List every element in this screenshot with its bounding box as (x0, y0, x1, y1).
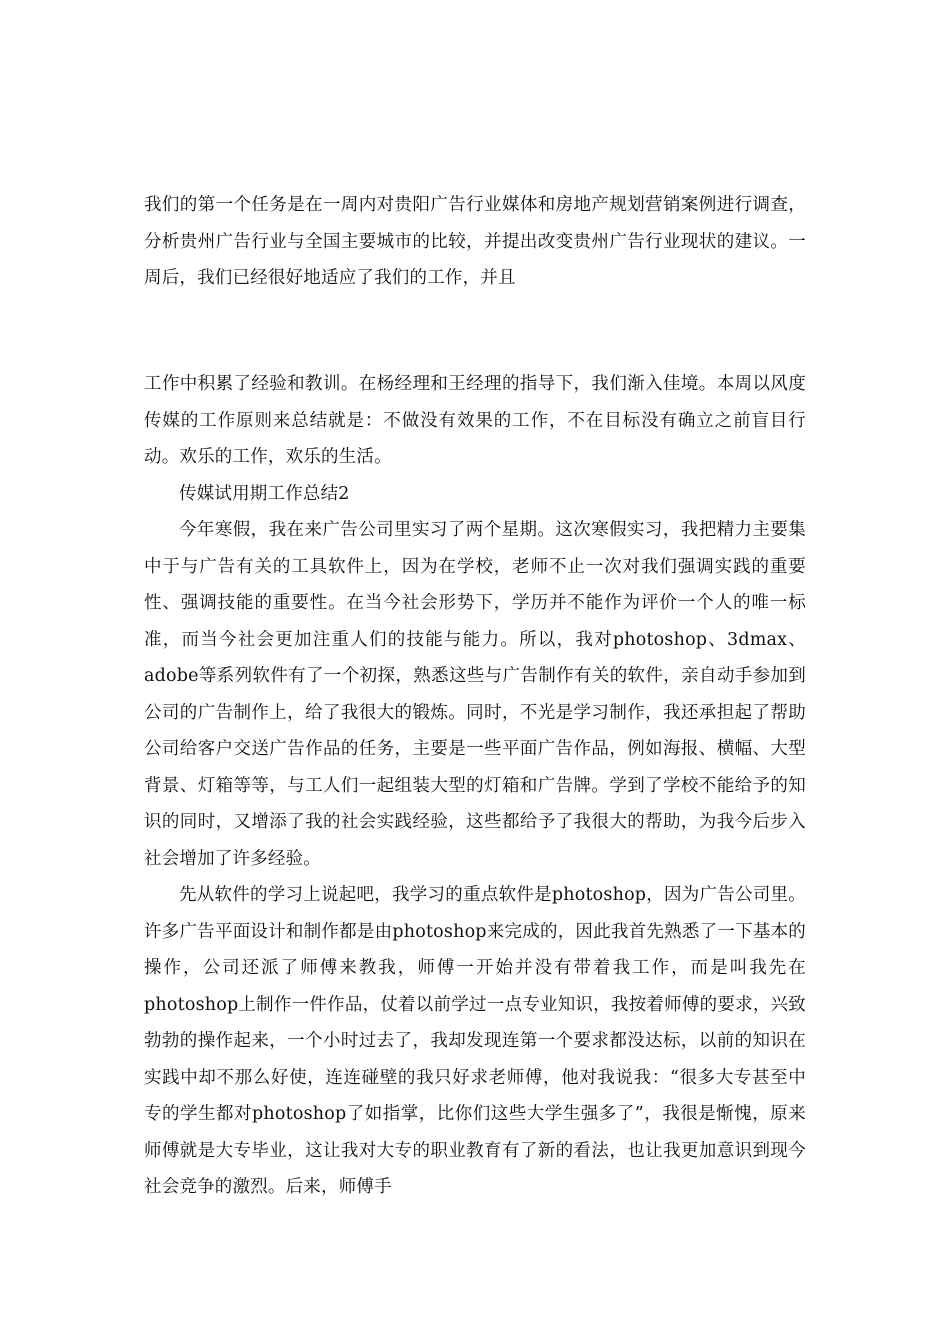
section-heading: 传媒试用期工作总结2 (179, 483, 350, 504)
text-block-main (144, 366, 806, 1206)
paragraph-3: 先从软件的学习上说起吧，我学习的重点软件是photoshop，因为广告公司里。许多广告平面设计和制作都是由photoshop来完成的，因此我首先熟悉了一下基本的操作，公司还派了师傅来教我，师傅一开始并没有带着我工作，而是叫我先在photoshop上制作一件作品，仗着以前学过一点专业知识，我按着师傅的要求，兴致勃勃的操作起来，一个小时过去了，我却发现连第一个要求都没达标，以前的知识在实践中却不那么好使，连连碰壁的我只好求老师傅，他对我说我：“很多大专甚至中专的学生都对photoshop了如指掌，比你们这些大学生强多了”，我很是惭愧，原来师傅就是大专毕业，这让我对大专的职业教育有了新的看法，也让我更加意识到现今社会竞争的激烈。后来，师傅手 (144, 885, 806, 1197)
text-block-top (144, 187, 806, 297)
paragraph-2: 今年寒假，我在来广告公司里实习了两个星期。这次寒假实习，我把精力主要集中于与广告有关的工具软件上，因为在学校，老师不止一次对我们强调实践的重要性、强调技能的重要性。在当今社会形势下，学历并不能作为评价一个人的唯一标准，而当今社会更加注重人们的技能与能力。所以，我对photoshop、3dmax、adobe等系列软件有了一个初探，熟悉这些与广告制作有关的软件，亲自动手参加到公司的广告制作上，给了我很大的锻炼。同时，不光是学习制作，我还承担起了帮助公司给客户交送广告作品的任务，主要是一些平面广告作品，例如海报、横幅、大型背景、灯箱等等，与工人们一起组装大型的灯箱和广告牌。学到了学校不能给予的知识的同时，又增添了我的社会实践经验，这些都给予了我很大的帮助，为我今后步入社会增加了许多经验。 (144, 520, 806, 869)
paragraph-1: 我们的第一个任务是在一周内对贵阳广告行业媒体和房地产规划营销案例进行调查，分析贵州广告行业与全国主要城市的比较，并提出改变贵州广告行业现状的建议。一周后，我们已经很好地适应了我们的工作，并且 (144, 195, 806, 288)
paragraph-continuation: 工作中积累了经验和教训。在杨经理和王经理的指导下，我们渐入佳境。本周以风度传媒的工作原则来总结就是：不做没有效果的工作，不在目标没有确立之前盲目行动。欢乐的工作，欢乐的生活。 (144, 374, 806, 467)
